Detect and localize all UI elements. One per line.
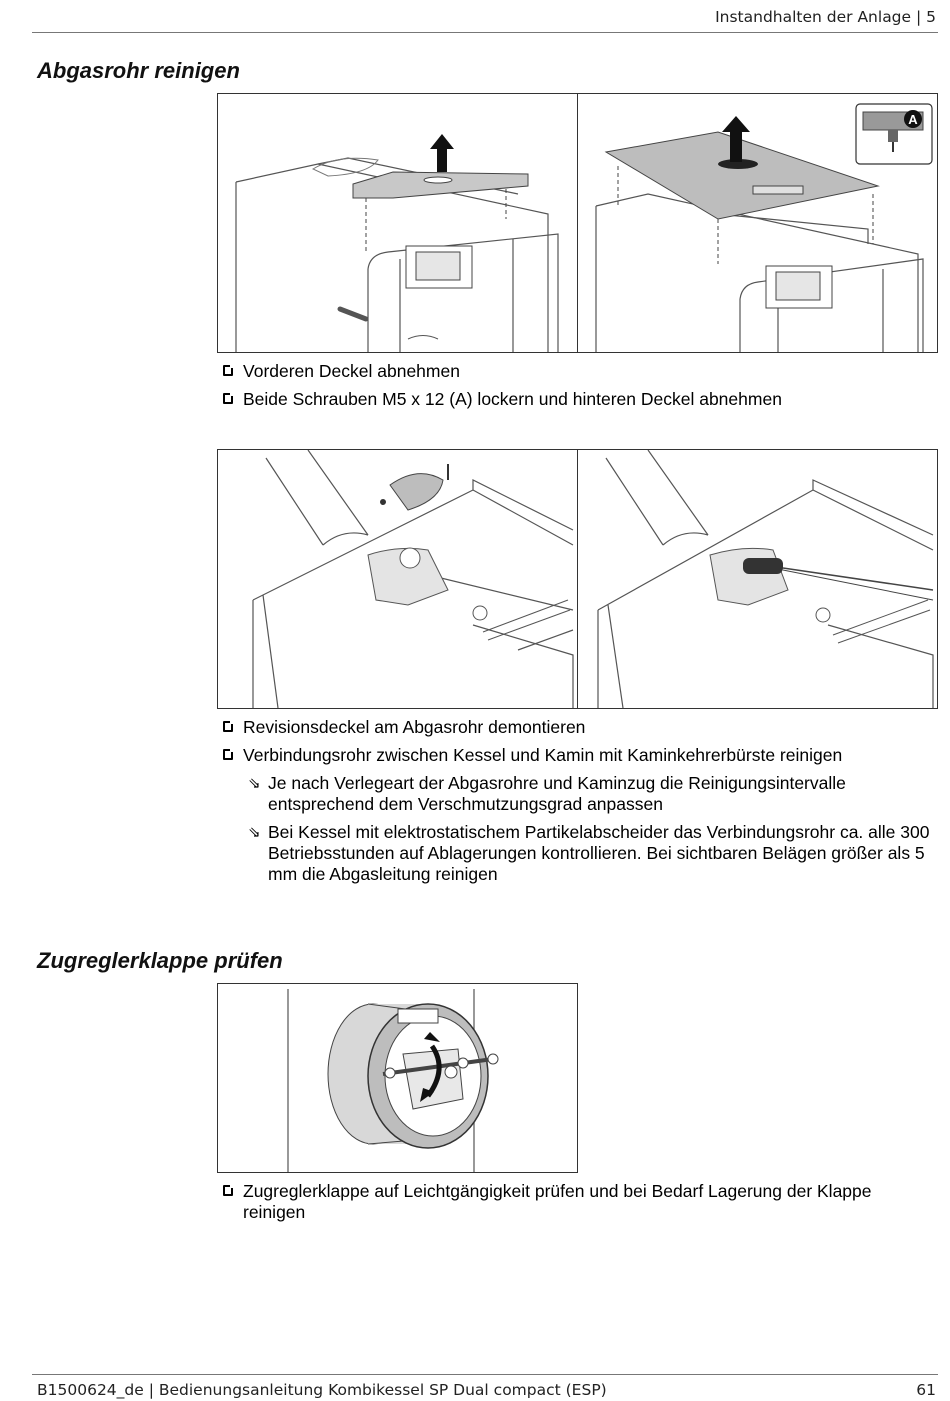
header-divider (32, 32, 938, 33)
footer-document-id: B1500624_de | Bedienungsanleitung Kombikessel SP Dual compact (ESP) (37, 1381, 607, 1399)
step-item (222, 745, 937, 766)
step-text: Verbindungsrohr zwischen Kessel und Kamin mit Kaminkehrerbürste reinigen (243, 745, 843, 765)
result-text: Je nach Verlegeart der Abgasrohre und Kaminzug die Reinigungsintervalle entsprechend dem Verschmutzungsgrad anpassen (268, 773, 846, 814)
steps-block-2 (222, 717, 937, 892)
step-text: Zugreglerklappe auf Leichtgängigkeit prüfen und bei Bedarf Lagerung der Klappe reinigen (243, 1181, 872, 1222)
step-text: Vorderen Deckel abnehmen (243, 361, 460, 381)
step-item (222, 1181, 937, 1223)
steps-block-3 (222, 1181, 937, 1230)
callout-label-a: A (908, 112, 918, 127)
checkbox-icon (223, 749, 233, 760)
checkbox-icon (223, 365, 233, 376)
step-item (222, 361, 937, 382)
checkbox-icon (223, 393, 233, 404)
section-title-zugreglerklappe: Zugreglerklappe prüfen (37, 948, 283, 973)
result-text: Bei Kessel mit elektrostatischem Partikelabscheider das Verbindungsrohr ca. alle 300 Betriebsstunden auf Ablagerungen kontrollieren. Bei sichtbaren Belägen größer als 5 mm die Abgasleitung reinigen (268, 822, 930, 884)
checkbox-icon (223, 721, 233, 732)
step-item (222, 717, 937, 738)
result-item (222, 773, 937, 815)
page-number: 61 (916, 1381, 936, 1399)
result-item (222, 822, 937, 885)
result-arrow-icon: ⇘ (248, 823, 261, 841)
step-text: Revisionsdeckel am Abgasrohr demontieren (243, 717, 586, 737)
section-title-abgasrohr: Abgasrohr reinigen (37, 58, 240, 83)
page-header: Instandhalten der Anlage | 5 (715, 8, 936, 26)
step-item (222, 389, 937, 410)
checkbox-icon (223, 1185, 233, 1196)
boiler-covers-illustration (218, 94, 937, 352)
footer-divider (32, 1374, 938, 1375)
steps-block-1 (222, 361, 937, 417)
figure-flue-pipe-cleaning (217, 449, 938, 709)
result-arrow-icon: ⇘ (248, 774, 261, 792)
draught-regulator-illustration (218, 984, 577, 1172)
figure-draught-regulator (217, 983, 578, 1173)
figure-boiler-covers (217, 93, 938, 353)
flue-pipe-illustration (218, 450, 937, 708)
step-text: Beide Schrauben M5 x 12 (A) lockern und hinteren Deckel abnehmen (243, 389, 782, 409)
